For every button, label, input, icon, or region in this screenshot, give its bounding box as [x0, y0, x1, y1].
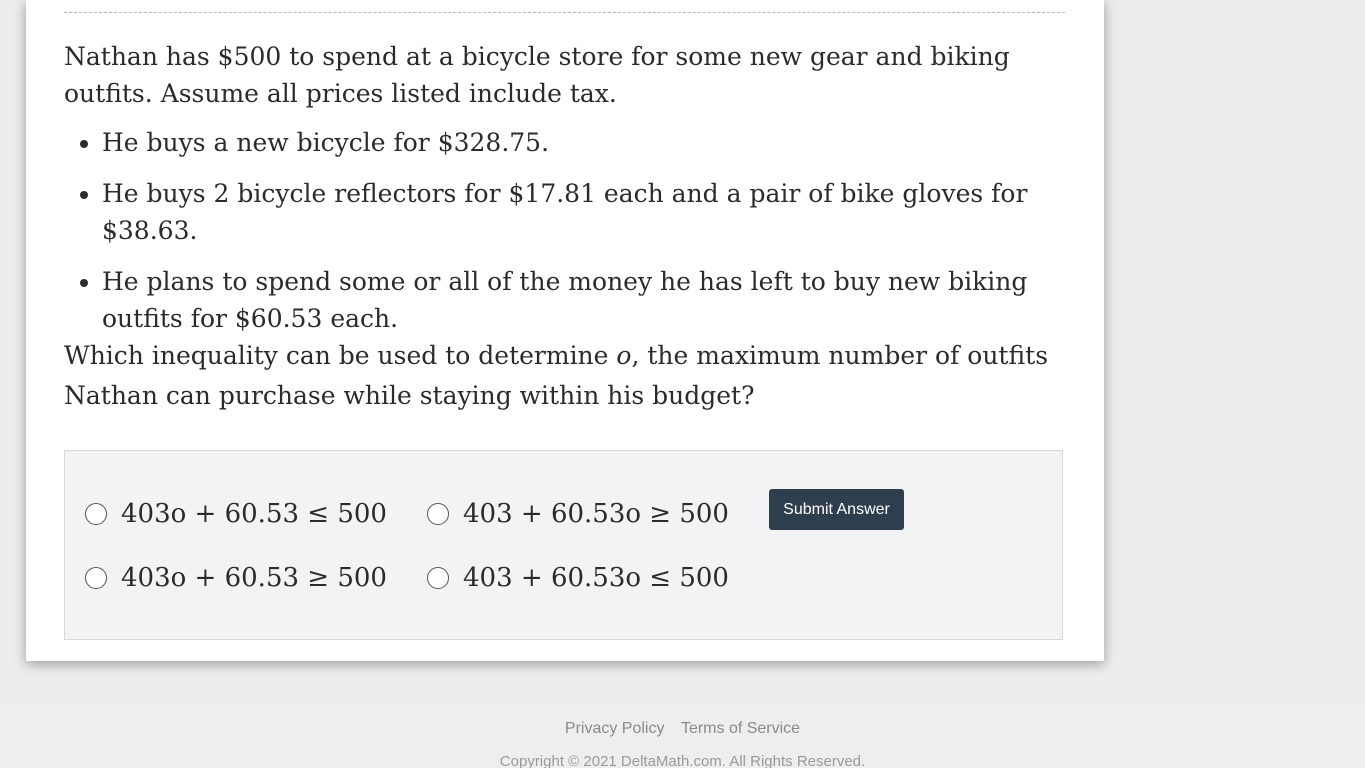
radio-button[interactable]: [85, 567, 107, 589]
question-after: , the maximum number of outfits Nathan can purchase while staying within his budget?: [64, 341, 1049, 410]
choice-label: 403 + 60.53o ≥ 500: [463, 499, 729, 529]
copyright-text: Copyright © 2021 DeltaMath.com. All Rights Reserved.: [499, 753, 866, 768]
footer: [0, 705, 1365, 768]
question-variable: o: [616, 341, 632, 370]
footer-links: [0, 720, 1365, 738]
bullet-item: • He buys a new bicycle for $328.75.: [102, 124, 1064, 161]
privacy-policy-link[interactable]: Privacy Policy: [564, 720, 665, 737]
radio-button[interactable]: [427, 503, 449, 525]
dashed-divider: [64, 12, 1065, 13]
choice-label: 403o + 60.53 ≥ 500: [121, 563, 387, 593]
choice-a[interactable]: [85, 499, 387, 529]
radio-button[interactable]: [427, 567, 449, 589]
bullet-item: • He plans to spend some or all of the money he has left to buy new biking outfits for $60.53 each.: [102, 263, 1064, 337]
problem-bullets: [64, 124, 1064, 351]
radio-button[interactable]: [85, 503, 107, 525]
terms-of-service-link[interactable]: Terms of Service: [680, 720, 801, 737]
answer-choices-box: [64, 450, 1063, 640]
choice-b[interactable]: [427, 499, 729, 529]
question-text: [64, 336, 1064, 416]
problem-intro: Nathan has $500 to spend at a bicycle store for some new gear and biking outfits. Assume all prices listed include tax.: [64, 42, 1010, 108]
bullet-item: • He buys 2 bicycle reflectors for $17.81 each and a pair of bike gloves for $38.63.: [102, 175, 1064, 249]
choice-label: 403 + 60.53o ≤ 500: [463, 563, 729, 593]
problem-card: [26, 0, 1104, 661]
choice-label: 403o + 60.53 ≤ 500: [121, 499, 387, 529]
submit-answer-button[interactable]: Submit Answer: [769, 489, 904, 530]
choice-c[interactable]: [85, 563, 387, 593]
question-before: Which inequality can be used to determine: [64, 341, 617, 370]
choice-d[interactable]: [427, 563, 729, 593]
